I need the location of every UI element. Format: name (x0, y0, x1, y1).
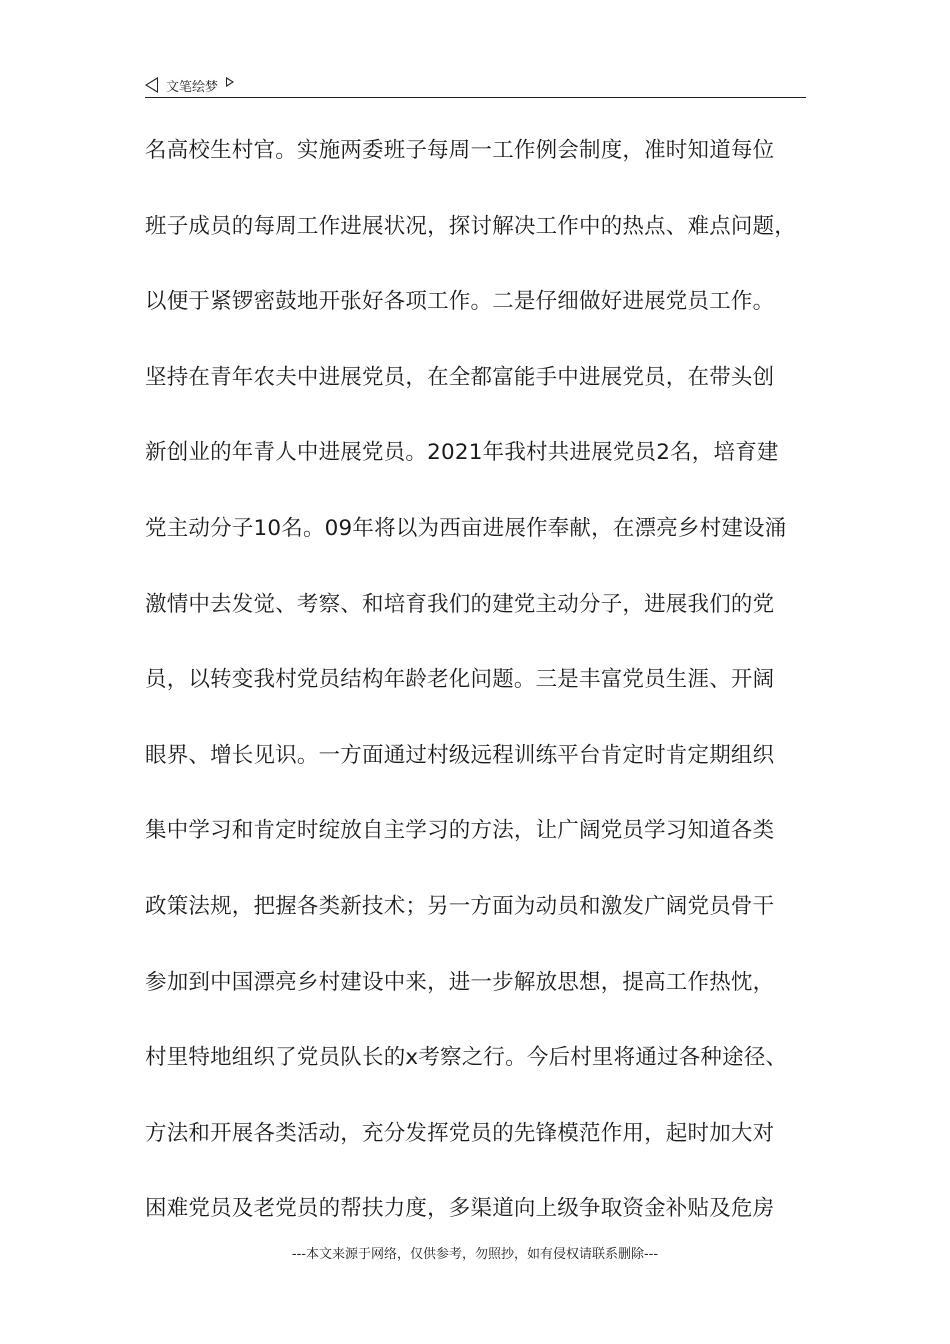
text-line: 以便于紧锣密鼓地开张好各项工作。二是仔细做好进展党员工作。 (145, 289, 775, 315)
header-divider (145, 97, 806, 98)
text-line: 眼界、增长见识。一方面通过村级远程训练平台肯定时肯定期组织 (145, 742, 775, 768)
text-line: 名高校生村官。实施两委班子每周一工作例会制度，准时知道每位 (145, 138, 775, 163)
text-line: 班子成员的每周工作进展状况，探讨解决工作中的热点、难点问题， (145, 213, 797, 239)
text-line: 集中学习和肯定时绽放自主学习的方法，让广阔党员学习知道各类 (145, 818, 775, 844)
text-line: 方法和开展各类活动，充分发挥党员的先锋模范作用，起时加大对 (145, 1120, 775, 1146)
text-line: 参加到中国漂亮乡村建设中来，进一步解放思想，提高工作热忱， (145, 969, 775, 995)
page-header (145, 72, 806, 98)
header-title: 文笔绘梦 (166, 79, 219, 95)
text-line: 员，以转变我村党员结构年龄老化问题。三是丰富党员生涯、开阔 (145, 667, 775, 693)
text-line: 政策法规，把握各类新技术；另一方面为动员和激发广阔党员骨干 (145, 893, 775, 919)
triangle-left-icon (145, 77, 158, 93)
text-line: 坚持在青年农夫中进展党员，在全都富能手中进展党员，在带头创 (145, 364, 775, 390)
text-line: 困难党员及老党员的帮扶力度，多渠道向上级争取资金补贴及危房 (145, 1196, 775, 1222)
footer-disclaimer: ---本文来源于网络，仅供参考，勿照抄，如有侵权请联系删除--- (291, 1247, 659, 1262)
triangle-right-icon (226, 77, 234, 87)
text-line: 村里特地组织了党员队长的x考察之行。今后村里将通过各种途径、 (145, 1045, 788, 1071)
body-text (145, 128, 825, 1262)
text-line: 新创业的年青人中进展党员。2021年我村共进展党员2名，培育建 (145, 440, 779, 466)
text-line: 党主动分子10名。09年将以为西亩进展作奉献，在漂亮乡村建设涌 (145, 515, 787, 541)
text-line: 激情中去发觉、考察、和培育我们的建党主动分子，进展我们的党 (145, 591, 775, 617)
